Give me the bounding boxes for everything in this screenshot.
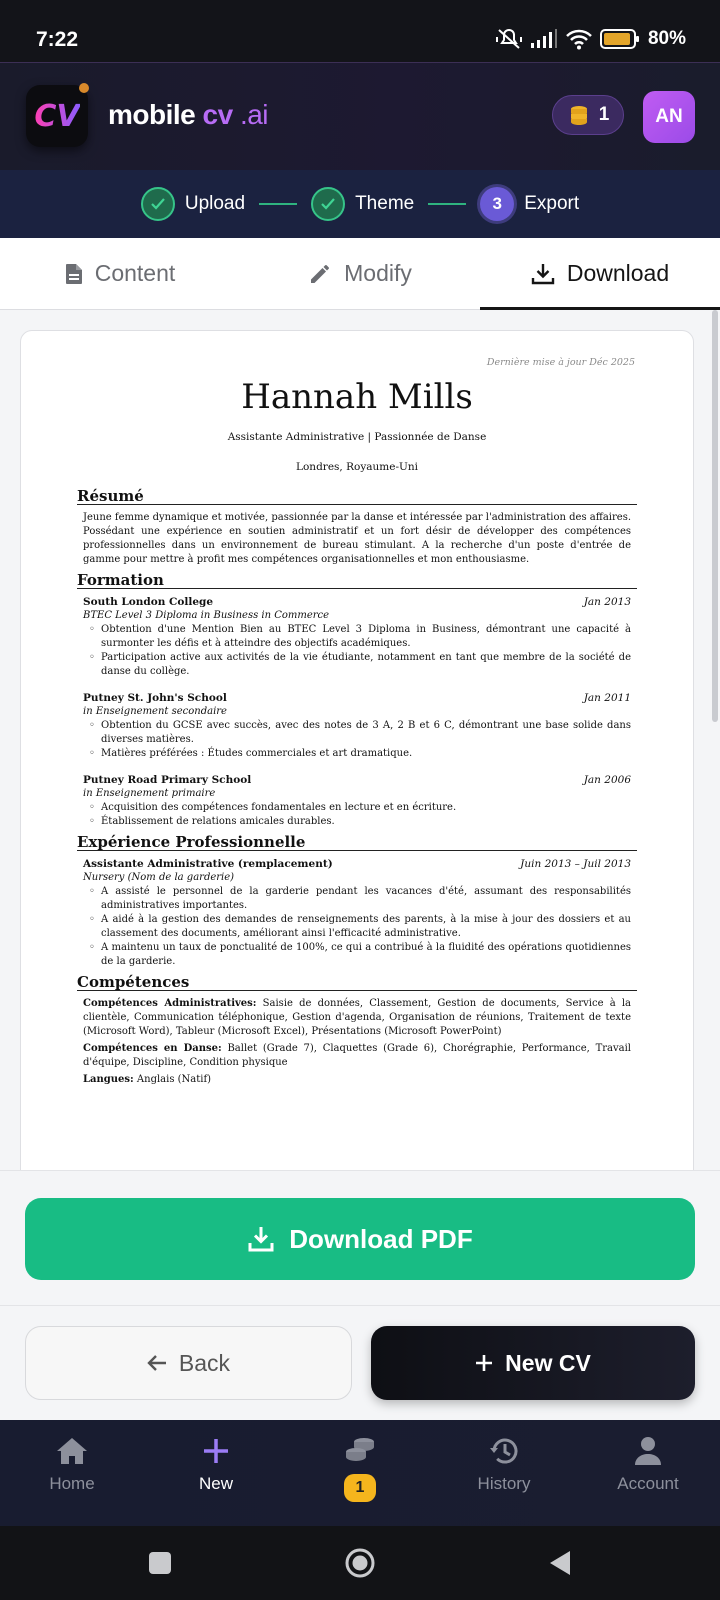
bullet-item: ◦ Matières préférées : Études commerciales et art dramatique. — [95, 747, 631, 761]
triangle-back-icon — [548, 1550, 572, 1576]
download-pdf-button[interactable] — [25, 1198, 695, 1280]
app-logo[interactable] — [26, 85, 88, 147]
step-number: 3 — [480, 187, 514, 221]
bullet-item: ◦ A maintenu un taux de ponctualité de 100%, ce qui a contribué à la fluidité des opérations quotidiennes de la garderie. — [95, 941, 631, 969]
tab-label: Content — [94, 260, 176, 286]
system-navigation — [0, 1526, 720, 1600]
home-system-button[interactable] — [260, 1547, 460, 1579]
history-icon — [488, 1436, 520, 1466]
progress-stepper — [0, 170, 720, 238]
app-header — [0, 62, 720, 170]
summary-text: Jeune femme dynamique et motivée, passionnée par la danse et intéressée par l'administration des affaires. Possédant une expérience en soutien administratif et un fort désir de développer des compétences professionnelles dans un environnement de bureau stimulant. A la recherche d'un poste d'entrée de gamme pour mettre à profit mes compétences organisationnelles et mon enthousiasme. — [83, 512, 632, 565]
education-entry — [77, 595, 637, 679]
nav-label: History — [477, 1474, 531, 1493]
section-title: Résumé — [77, 489, 637, 505]
nav-label: New — [198, 1474, 233, 1493]
tab-bar — [0, 238, 720, 310]
back-button[interactable] — [25, 1326, 352, 1400]
skill-text: Saisie de données, Classement, Gestion de documents, Service à la clientèle, Communication téléphonique, Gestion d'agenda, Organisation de réunions, Traitement de texte (Microsoft Word), Tableur (Microsoft Excel), Présentations (Microsoft PowerPoint) — [83, 998, 631, 1037]
step-connector — [428, 203, 466, 205]
coins-icon — [567, 104, 591, 126]
status-bar — [0, 0, 720, 62]
arrow-left-icon — [147, 1354, 167, 1372]
tab-label: Modify — [344, 260, 412, 286]
document-icon — [65, 263, 83, 285]
entry-title: South London College — [83, 596, 214, 608]
entry-subtitle: BTEC Level 3 Diploma in Business in Commerce — [83, 610, 330, 621]
document-preview[interactable] — [0, 310, 720, 1170]
skill-label: Compétences Administratives: — [83, 998, 257, 1009]
step-label: Upload — [184, 193, 246, 214]
bullet-item: ◦ Obtention du GCSE avec succès, avec des notes de 3 A, 2 B et 6 C, démontrant une base solide dans diverses matières. — [95, 719, 631, 747]
skill-line — [77, 1042, 637, 1070]
nav-label: Account — [617, 1474, 679, 1493]
entry-subtitle: Nursery (Nom de la garderie) — [83, 872, 235, 883]
nav-account[interactable] — [576, 1420, 720, 1526]
resume-body — [77, 483, 637, 1087]
avatar[interactable]: AN — [643, 91, 695, 143]
tab-download[interactable] — [480, 238, 720, 309]
status-icons — [496, 26, 686, 52]
nav-new[interactable] — [144, 1420, 288, 1526]
credits-badge: 1 — [344, 1474, 376, 1502]
bullet-item: ◦ Participation active aux activités de la vie étudiante, notamment en tant que membre de la société de danse du collège. — [95, 651, 631, 679]
bullet-item: ◦ Acquisition des compétences fondamentales en lecture et en écriture. — [95, 801, 631, 815]
plus-icon — [475, 1354, 493, 1372]
education-entry — [77, 691, 637, 761]
back-label: Back — [178, 1349, 231, 1376]
credits-count: 1 — [598, 104, 610, 125]
skill-text: Anglais (Natif) — [136, 1074, 212, 1085]
skill-label: Langues: — [83, 1074, 134, 1085]
step-label: Export — [524, 193, 580, 214]
bullet-item: ◦ Obtention d'une Mention Bien au BTEC Level 3 Diploma in Business, démontrant une capacité à surmonter les défis et à atteindre des objectifs académiques. — [95, 623, 631, 651]
battery-icon — [600, 28, 640, 50]
resume-page — [20, 330, 694, 1170]
step-theme[interactable] — [311, 187, 414, 221]
tab-content[interactable] — [0, 238, 240, 309]
entry-date: Jan 2011 — [583, 692, 631, 704]
action-buttons — [0, 1306, 720, 1420]
step-upload[interactable] — [141, 187, 245, 221]
wifi-icon — [566, 28, 592, 50]
entry-subtitle: in Enseignement secondaire — [83, 706, 227, 717]
notification-dot — [79, 83, 89, 93]
check-icon — [141, 187, 175, 221]
entry-title: Putney St. John's School — [83, 692, 227, 704]
education-entry — [77, 773, 637, 829]
resume-tagline: Assistante Administrative | Passionnée de Danse — [227, 431, 487, 443]
status-time: 7:22 — [36, 28, 79, 51]
section-title: Compétences — [77, 975, 637, 991]
coins-icon — [344, 1436, 376, 1466]
credits-pill[interactable] — [552, 95, 624, 135]
download-bar — [0, 1170, 720, 1306]
skill-label: Compétences en Danse: — [83, 1043, 222, 1054]
back-system-button[interactable] — [460, 1550, 660, 1576]
entry-subtitle: in Enseignement primaire — [83, 788, 216, 799]
skill-text: Ballet (Grade 7), Claquettes (Grade 6), Chorégraphie, Performance, Travail d'équipe, Discipline, Condition physique — [83, 1043, 631, 1068]
new-cv-button[interactable] — [371, 1326, 695, 1400]
bullet-item: ◦ A aidé à la gestion des demandes de renseignements des parents, à la mise à jour des dossiers et au classement des documents, améliorant ainsi l'efficacité administrative. — [95, 913, 631, 941]
circle-icon — [344, 1547, 376, 1579]
step-connector — [259, 203, 297, 205]
user-icon — [633, 1436, 663, 1466]
home-icon — [55, 1436, 89, 1466]
brand-tld: .ai — [239, 99, 269, 130]
experience-entry — [77, 857, 637, 969]
entry-date: Jan 2013 — [583, 596, 631, 608]
download-pdf-label: Download PDF — [289, 1223, 473, 1254]
signal-icon — [530, 29, 558, 49]
download-icon — [531, 262, 555, 286]
plus-icon — [201, 1436, 231, 1466]
nav-label: Home — [49, 1474, 95, 1493]
recents-button[interactable] — [60, 1551, 260, 1575]
step-export[interactable] — [480, 187, 579, 221]
step-label: Theme — [355, 193, 415, 214]
battery-percent: 80% — [647, 28, 686, 49]
bullet-item: ◦ Établissement de relations amicales durables. — [95, 815, 631, 829]
pencil-icon — [308, 262, 332, 286]
nav-history[interactable] — [432, 1420, 576, 1526]
scrollbar[interactable] — [712, 310, 718, 722]
entry-title: Putney Road Primary School — [83, 774, 252, 786]
tab-label: Download — [566, 260, 670, 286]
resume-location: Londres, Royaume-Uni — [296, 461, 418, 473]
brand-main: mobile — [108, 99, 196, 130]
section-title: Formation — [77, 573, 637, 589]
skill-line — [77, 1073, 637, 1087]
tab-modify[interactable] — [240, 238, 480, 309]
section-title: Expérience Professionnelle — [77, 835, 637, 851]
brand-cv: cv — [202, 99, 233, 130]
bottom-navigation — [0, 1420, 720, 1526]
new-cv-label: New CV — [505, 1349, 591, 1376]
mute-vibrate-icon — [496, 27, 522, 51]
nav-credits[interactable] — [288, 1420, 432, 1526]
bullet-item: ◦ A assisté le personnel de la garderie pendant les vacances d'été, assumant des responsabilités administratives importantes. — [95, 885, 631, 913]
entry-date: Jan 2006 — [583, 774, 631, 786]
resume-name: Hannah Mills — [241, 377, 473, 417]
entry-date: Juin 2013 – Juil 2013 — [520, 858, 631, 870]
check-icon — [311, 187, 345, 221]
download-icon — [247, 1225, 275, 1253]
square-icon — [148, 1551, 172, 1575]
brand-name — [108, 99, 268, 131]
last-updated: Dernière mise à jour Déc 2025 — [486, 357, 635, 368]
entry-title: Assistante Administrative (remplacement) — [83, 858, 333, 870]
logo-text: CV — [34, 98, 80, 134]
nav-home[interactable] — [0, 1420, 144, 1526]
skill-line — [77, 997, 637, 1039]
